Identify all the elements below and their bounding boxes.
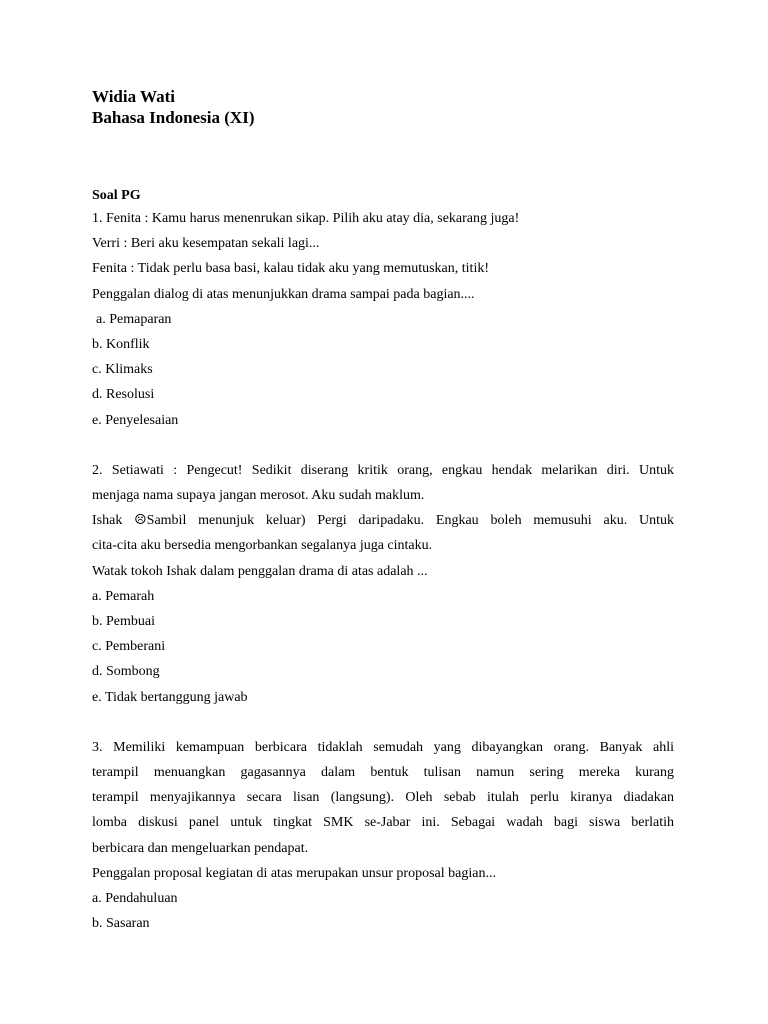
- question-3-prompt: Penggalan proposal kegiatan di atas merupakan unsur proposal bagian...: [92, 865, 496, 881]
- question-1-line-2: Verri : Beri aku kesempatan sekali lagi...: [92, 236, 320, 252]
- question-2-option-d: d. Sombong: [92, 664, 160, 680]
- spacer: [92, 710, 674, 735]
- question-2-option-a: a. Pemarah: [92, 588, 155, 604]
- question-3-line-4: lomba diskusi panel untuk tingkat SMK se-Jabar ini. Sebagai wadah bagi siswa berlatih: [92, 815, 674, 831]
- question-3-line-3: terampil menyajikannya secara lisan (langsung). Oleh sebab itulah perlu kiranya diadakan: [92, 790, 674, 806]
- question-1-line-1: 1. Fenita : Kamu harus menenrukan sikap. Pilih aku atay dia, sekarang juga!: [92, 211, 520, 226]
- question-2-line-2: menjaga nama supaya jangan merosot. Aku sudah maklum.: [92, 488, 425, 504]
- question-3-line-5: berbicara dan mengeluarkan pendapat.: [92, 840, 309, 856]
- question-2-option-c: c. Pemberani: [92, 639, 166, 655]
- question-3-line-1: 3. Memiliki kemampuan berbicara tidaklah semudah yang dibayangkan orang. Banyak ahli: [92, 739, 674, 755]
- question-1-option-b: b. Konflik: [92, 337, 150, 353]
- question-2-option-b: b. Pembuai: [92, 614, 155, 630]
- question-1-option-e: e. Penyelesaian: [92, 412, 179, 428]
- question-2-line-1: 2. Setiawati : Pengecut! Sedikit diserang kritik orang, engkau hendak melarikan diri. Untuk: [92, 462, 674, 478]
- question-1: [92, 206, 674, 433]
- subject-title: Bahasa Indonesia (XI): [92, 108, 255, 127]
- question-1-line-3: Fenita : Tidak perlu basa basi, kalau tidak aku yang memutuskan, titik!: [92, 261, 489, 277]
- question-3: [92, 735, 674, 937]
- question-1-option-a: a. Pemaparan: [96, 311, 172, 327]
- author-name: Widia Wati: [92, 87, 175, 106]
- question-1-prompt: Penggalan dialog di atas menunjukkan drama sampai pada bagian....: [92, 286, 475, 302]
- question-3-option-b: b. Sasaran: [92, 916, 150, 932]
- question-3-option-a: a. Pendahuluan: [92, 891, 178, 907]
- question-2-prompt: Watak tokoh Ishak dalam penggalan drama di atas adalah ...: [92, 563, 428, 579]
- question-2-line-4: cita-cita aku bersedia mengorbankan segalanya juga cintaku.: [92, 538, 433, 554]
- question-3-line-2: terampil menuangkan gagasannya dalam bentuk tulisan namun sering mereka kurang: [92, 765, 674, 781]
- question-1-option-c: c. Klimaks: [92, 362, 153, 378]
- document-page: [92, 86, 674, 936]
- question-1-option-d: d. Resolusi: [92, 387, 155, 403]
- section-title: Soal PG: [92, 188, 141, 203]
- question-2-option-e: e. Tidak bertanggung jawab: [92, 689, 248, 705]
- question-2: [92, 458, 674, 710]
- question-2-line-3: Ishak ☹Sambil menunjuk keluar) Pergi daripadaku. Engkau boleh memusuhi aku. Untuk: [92, 513, 674, 529]
- spacer: [92, 433, 674, 458]
